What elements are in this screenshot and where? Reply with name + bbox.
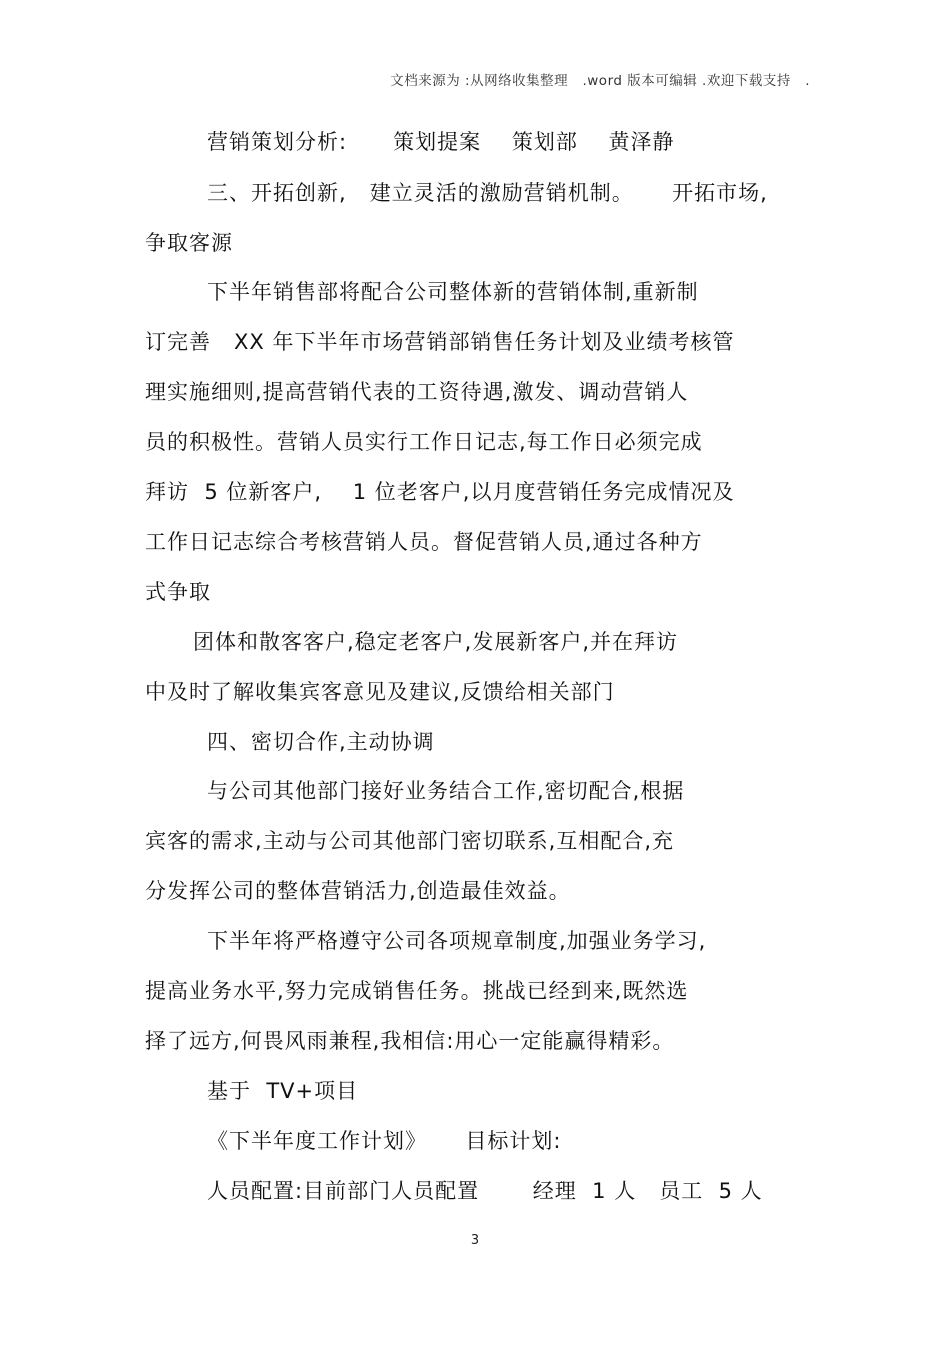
paragraph-line: 订完善 XX 年下半年市场营销部销售任务计划及业绩考核管 [145, 330, 735, 354]
paragraph-line: 择了远方,何畏风雨兼程,我相信:用心一定能赢得精彩。 [145, 1029, 675, 1053]
paragraph-line: 理实施细则,提高营销代表的工资待遇,激发、调动营销人 [145, 380, 689, 404]
paragraph-line: 工作日记志综合考核营销人员。督促营销人员,通过各种方 [145, 530, 703, 554]
paragraph-line: 下半年将严格遵守公司各项规章制度,加强业务学习, [207, 929, 707, 953]
section-heading: 四、密切合作,主动协调 [207, 730, 435, 754]
paragraph-line: 团体和散客客户,稳定老客户,发展新客户,并在拜访 [193, 630, 679, 654]
page-number: 3 [470, 1233, 480, 1248]
paragraph-line: 《下半年度工作计划》 目标计划: [207, 1129, 562, 1153]
paragraph-line: 式争取 [145, 580, 211, 604]
document-source-header: 文档来源为 :从网络收集整理 .word 版本可编辑 .欢迎下载支持 . [390, 73, 810, 89]
paragraph-line: 提高业务水平,努力完成销售任务。挑战已经到来,既然选 [145, 979, 689, 1003]
paragraph-line: 三、开拓创新, 建立灵活的激励营销机制。 开拓市场, [207, 181, 768, 205]
paragraph-line: 与公司其他部门接好业务结合工作,密切配合,根据 [207, 779, 685, 803]
paragraph-line: 营销策划分析: 策划提案 策划部 黄泽静 [207, 130, 675, 154]
paragraph-line: 中及时了解收集宾客意见及建议,反馈给相关部门 [145, 680, 615, 704]
paragraph-line: 员的积极性。营销人员实行工作日记志,每工作日必须完成 [145, 430, 703, 454]
paragraph-line: 基于 TV+项目 [207, 1079, 359, 1103]
paragraph-line: 争取客源 [145, 231, 233, 255]
paragraph-line: 分发挥公司的整体营销活力,创造最佳效益。 [145, 879, 571, 903]
paragraph-line: 人员配置:目前部门人员配置 经理 1 人 员工 5 人 [207, 1179, 763, 1203]
paragraph-line: 宾客的需求,主动与公司其他部门密切联系,互相配合,充 [145, 829, 675, 853]
paragraph-line: 拜访 5 位新客户, 1 位老客户,以月度营销任务完成情况及 [145, 480, 735, 504]
paragraph-line: 下半年销售部将配合公司整体新的营销体制,重新制 [207, 280, 699, 304]
